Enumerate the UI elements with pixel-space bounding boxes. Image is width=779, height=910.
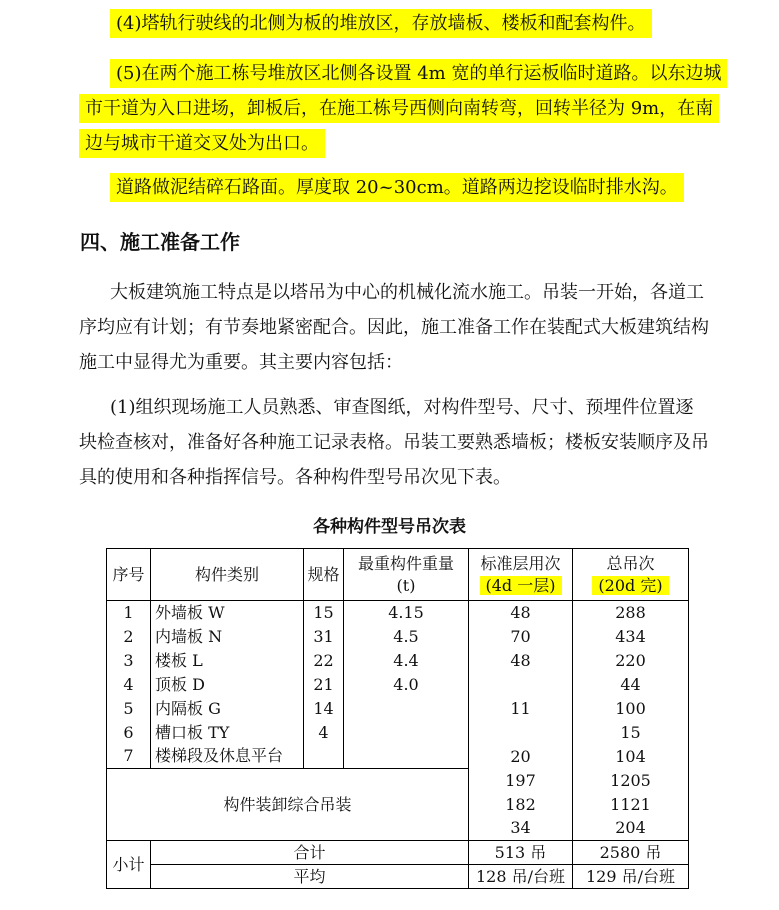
header-seq: 序号: [107, 549, 151, 601]
header-weight-line1: 最重构件重量: [357, 553, 454, 573]
cell-weight: 4.0: [344, 673, 469, 697]
cell-type: 楼板 L: [151, 649, 304, 673]
cell-total: 44: [573, 673, 689, 697]
cell-spec: 22: [304, 649, 344, 673]
sum-std: 513 吊: [469, 841, 573, 865]
cell-seq: 2: [107, 625, 151, 649]
cell-weight: [344, 745, 469, 769]
cell-std: 20: [469, 745, 573, 769]
header-total-line2: (20d 完): [592, 576, 668, 595]
item1-line-3: 具的使用和各种指挥信号。各种构件型号吊次见下表。: [79, 467, 511, 488]
cell-weight: [344, 697, 469, 721]
cell-spec: 14: [304, 697, 344, 721]
cell-std: 70: [469, 625, 573, 649]
table-header-row: [107, 549, 689, 601]
cell-type: 外墙板 W: [151, 601, 304, 625]
cell-seq: 6: [107, 721, 151, 745]
combined-label: 构件装卸综合吊装: [107, 769, 469, 841]
paragraph-item-4: [110, 12, 652, 36]
sum-total: 2580 吊: [573, 841, 689, 865]
cell-seq: 5: [107, 697, 151, 721]
cell-total: 288: [573, 601, 689, 625]
cell-std: [469, 673, 573, 697]
highlighted-text: 道路做泥结碎石路面。厚度取 20~30cm。道路两边挖设临时排水沟。: [110, 173, 684, 202]
cell-std: 48: [469, 601, 573, 625]
intro-line-1: 大板建筑施工特点是以塔吊为中心的机械化流水施工。吊装一开始，各道工: [110, 282, 704, 303]
cell-type: 楼梯段及休息平台: [151, 745, 304, 769]
header-std-line1: 标准层用次: [480, 553, 561, 573]
combined-std: 34: [469, 817, 573, 841]
header-std: [469, 549, 573, 601]
subtotal-sum-row: [107, 841, 689, 865]
cell-spec: 21: [304, 673, 344, 697]
table-row: [107, 649, 689, 673]
hoisting-table: [106, 548, 689, 889]
cell-spec: 15: [304, 601, 344, 625]
cell-total: 434: [573, 625, 689, 649]
cell-spec: 4: [304, 721, 344, 745]
cell-seq: 3: [107, 649, 151, 673]
cell-type: 内隔板 G: [151, 697, 304, 721]
table-row: [107, 601, 689, 625]
header-weight-line2: (t): [396, 575, 416, 595]
item1-line-2: 块检查核对，准备好各种施工记录表格。吊装工要熟悉墙板；楼板安装顺序及吊: [79, 432, 709, 453]
paragraph-item-5-line3: [79, 132, 325, 156]
header-std-line2: (4d 一层): [480, 576, 562, 595]
sum-label: 合计: [151, 841, 469, 865]
cell-total: 104: [573, 745, 689, 769]
cell-type: 槽口板 TY: [151, 721, 304, 745]
avg-label: 平均: [151, 865, 469, 889]
header-total: [573, 549, 689, 601]
combined-std: 182: [469, 793, 573, 817]
cell-std: 48: [469, 649, 573, 673]
avg-std: 128 吊/台班: [469, 865, 573, 889]
table-row: [107, 721, 689, 745]
table-row: [107, 625, 689, 649]
cell-total: 220: [573, 649, 689, 673]
cell-std: 11: [469, 697, 573, 721]
intro-line-3: 施工中显得尤为重要。其主要内容包括：: [79, 352, 403, 373]
intro-line-2: 序均应有计划；有节奏地紧密配合。因此，施工准备工作在装配式大板建筑结构: [79, 317, 709, 338]
highlighted-text: (4)塔轨行驶线的北侧为板的堆放区，存放墙板、楼板和配套构件。: [110, 9, 652, 38]
cell-type: 内墙板 N: [151, 625, 304, 649]
cell-seq: 7: [107, 745, 151, 769]
subtotal-label: 小计: [107, 841, 151, 889]
cell-spec: 31: [304, 625, 344, 649]
section-heading: 四、施工准备工作: [80, 230, 240, 254]
combined-total: 204: [573, 817, 689, 841]
combined-total: 1205: [573, 769, 689, 793]
paragraph-road: [110, 176, 684, 200]
highlighted-text: 市干道为入口进场，卸板后，在施工栋号西侧向南转弯，回转半径为 9m，在南: [79, 94, 719, 123]
cell-std: [469, 721, 573, 745]
table-row: [107, 673, 689, 697]
table-row: [107, 697, 689, 721]
subtotal-avg-row: [107, 865, 689, 889]
item1-line-1: (1)组织现场施工人员熟悉、审查图纸，对构件型号、尺寸、预埋件位置逐: [110, 397, 694, 418]
header-type: 构件类别: [151, 549, 304, 601]
combined-total: 1121: [573, 793, 689, 817]
header-weight: [344, 549, 469, 601]
table-row: [107, 745, 689, 769]
combined-std: 197: [469, 769, 573, 793]
cell-weight: 4.15: [344, 601, 469, 625]
highlighted-text: (5)在两个施工栋号堆放区北侧各设置 4m 宽的单行运板临时道路。以东边城: [110, 59, 727, 88]
paragraph-item-5-line1: [110, 62, 727, 86]
cell-weight: 4.5: [344, 625, 469, 649]
cell-weight: [344, 721, 469, 745]
cell-type: 顶板 D: [151, 673, 304, 697]
combined-row: [107, 769, 689, 793]
header-total-line1: 总吊次: [606, 553, 655, 573]
cell-seq: 4: [107, 673, 151, 697]
paragraph-item-5-line2: [79, 97, 719, 121]
cell-seq: 1: [107, 601, 151, 625]
avg-total: 129 吊/台班: [573, 865, 689, 889]
table-title: 各种构件型号吊次表: [313, 517, 466, 537]
header-spec: 规格: [304, 549, 344, 601]
highlighted-text: 边与城市干道交叉处为出口。: [79, 129, 325, 158]
cell-total: 100: [573, 697, 689, 721]
cell-spec: [304, 745, 344, 769]
cell-total: 15: [573, 721, 689, 745]
cell-weight: 4.4: [344, 649, 469, 673]
